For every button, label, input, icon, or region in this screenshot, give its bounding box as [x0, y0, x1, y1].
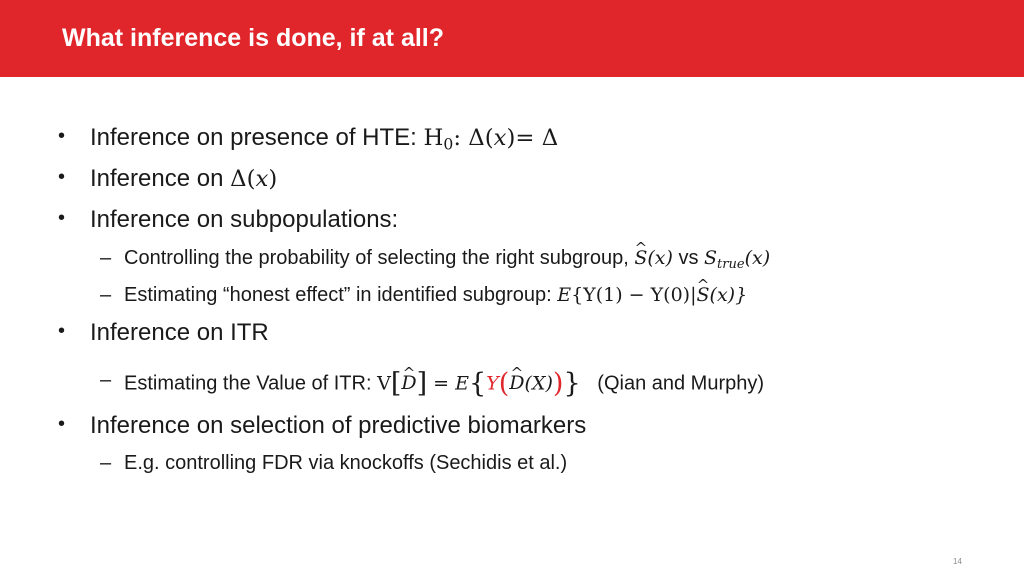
math-brace: } — [563, 368, 581, 399]
math-equals: = — [427, 372, 456, 395]
math-brace: { — [469, 368, 487, 399]
math-x: (X) — [524, 372, 553, 395]
math-x: x — [493, 125, 507, 151]
sub-bullet-text: Estimating the Value of ITR: — [124, 372, 378, 395]
dash-icon: – — [100, 369, 112, 391]
bullet-delta — [58, 165, 278, 192]
bullet-text: Inference on — [90, 165, 231, 192]
math-close: ) — [268, 166, 278, 192]
math-paren: ( — [498, 368, 510, 399]
math-d-hat: ^ D — [509, 374, 524, 393]
sub-bullet-text: E.g. controlling FDR via knockoffs (Sechidis et al.) — [124, 452, 568, 474]
sub-bullet-knockoffs — [100, 452, 568, 474]
math-paren: ) — [552, 368, 564, 399]
bullet-dot-icon: • — [58, 413, 66, 435]
bullet-dot-icon: • — [58, 166, 66, 188]
slide-title: What inference is done, if at all? — [62, 24, 445, 52]
sub-bullet-probability — [100, 247, 771, 272]
bullet-hte — [58, 124, 559, 154]
bullet-text: Inference on presence of HTE: — [90, 124, 424, 151]
bullet-text: Inference on subpopulations: — [90, 206, 399, 233]
bullet-dot-icon: • — [58, 125, 66, 147]
math-delta: : Δ( — [453, 125, 494, 151]
math-expr: {Y(1) − Y(0)| — [571, 284, 697, 306]
math-x: (x) — [744, 247, 771, 269]
sub-bullet-text: Controlling the probability of selecting the right subgroup, — [124, 247, 629, 269]
bullet-dot-icon: • — [58, 207, 66, 229]
sub-bullet-honest-effect — [100, 284, 748, 306]
bullet-biomarkers — [58, 412, 587, 439]
math-s-hat: ^ S — [634, 249, 647, 268]
bullet-subpopulations — [58, 206, 399, 233]
sub-bullet-itr-value — [100, 368, 765, 399]
bullet-dot-icon: • — [58, 320, 66, 342]
math-y: Y — [486, 372, 499, 395]
dash-icon: – — [100, 452, 112, 474]
math-s-hat: ^ S — [697, 286, 710, 305]
dash-icon: – — [100, 284, 112, 306]
math-s-true: S — [704, 247, 718, 269]
math-bracket: [ — [390, 368, 402, 399]
math-e: E — [557, 284, 572, 306]
math-subscript-true: true — [717, 256, 745, 272]
title-bar — [0, 0, 1024, 77]
math-subscript: 0 — [443, 135, 454, 154]
math-x: x — [255, 166, 269, 192]
math-v: V — [377, 372, 391, 395]
math-d-hat: ^ D — [401, 374, 416, 393]
bullet-text: Inference on ITR — [90, 319, 269, 346]
math-delta: Δ( — [230, 166, 256, 192]
math-x: (x)} — [709, 284, 748, 306]
dash-icon: – — [100, 247, 112, 269]
math-h: H — [423, 125, 444, 151]
bullet-text: Inference on selection of predictive biomarkers — [90, 412, 587, 439]
math-bracket: ] — [416, 368, 428, 399]
vs-text: vs — [672, 247, 705, 269]
bullet-itr — [58, 319, 269, 346]
math-e: E — [455, 372, 470, 395]
sub-bullet-text: Estimating “honest effect” in identified subgroup: — [124, 284, 558, 306]
math-delta-close: )= Δ — [506, 125, 559, 151]
citation: (Qian and Murphy) — [597, 372, 765, 395]
math-x: (x) — [647, 247, 673, 269]
page-number: 14 — [953, 557, 962, 566]
